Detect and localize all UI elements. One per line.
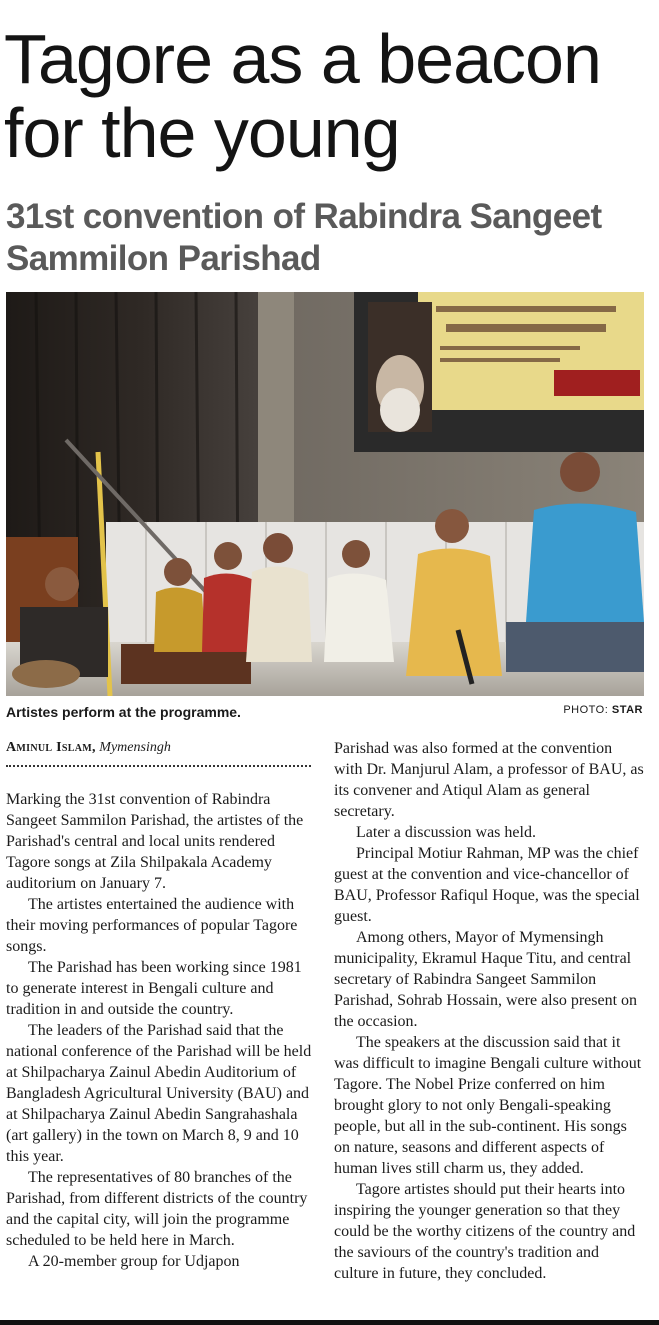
byline-divider — [6, 764, 311, 767]
subhead-line-2: Sammilon Parishad — [6, 239, 321, 278]
headline — [4, 22, 659, 170]
photo-credit — [563, 704, 643, 716]
paragraph: The leaders of the Parishad said that the national conference of the Parishad will be held at Shilpacharya Zainul Abedin Auditorium of Bangladesh Agricultural University (BAU) and at Shilpacharya Zainul Abedin Sangrahashala (art gallery) in the town on March 8, 9 and 10 this year. — [6, 1022, 312, 1165]
paragraph: The representatives of 80 branches of the Parishad, from different districts of the country and the capital city, will join the programme scheduled to be held here in March. — [6, 1169, 308, 1249]
paragraph: Among others, Mayor of Mymensingh municipality, Ekramul Haque Titu, and central secretary of Rabindra Sangeet Sammilon Parishad, Sohrab Hossain, were also present on the occasion. — [334, 929, 638, 1030]
paragraph: Tagore artistes should put their hearts into inspiring the younger generation so that they could be the worthy citizens of the country and the saviours of the country's tradition and culture in future, they concluded. — [334, 1181, 636, 1282]
byline-place: Mymensingh — [99, 740, 171, 755]
credit-label: PHOTO: — [563, 704, 609, 716]
paragraph: Principal Motiur Rahman, MP was the chief guest at the convention and vice-chancellor of BAU, Professor Rafiqul Hoque, was the special guest. — [334, 845, 640, 925]
credit-source: STAR — [611, 704, 643, 716]
paragraph: A 20-member group for Udjapon — [28, 1253, 240, 1270]
headline-line-2: for the young — [4, 94, 400, 172]
photo-caption: Artistes perform at the programme. — [6, 704, 241, 720]
performance-photo — [6, 292, 644, 696]
paragraph: Later a discussion was held. — [356, 824, 536, 841]
paragraph: The speakers at the discussion said that it was difficult to imagine Bengali culture without Tagore. The Nobel Prize conferred on him brought glory to not only Bengali-speaking people, but all in the sub-continent. His songs on nature, seasons and different aspects of human lives still charm us, they added. — [334, 1034, 642, 1177]
paragraph: The artistes entertained the audience with their moving performances of popular Tagore songs. — [6, 896, 298, 955]
stage-banner — [354, 292, 644, 452]
article-column-right — [334, 738, 644, 1284]
byline-name: Aminul Islam, — [6, 740, 96, 755]
headline-line-1: Tagore as a beacon — [4, 20, 601, 98]
paragraph: Marking the 31st convention of Rabindra Sangeet Sammilon Parishad, the artistes of the Parishad's central and local units rendered Tagore songs at Zila Shilpakala Academy auditorium on January 7. — [6, 791, 304, 892]
paragraph: Parishad was also formed at the convention with Dr. Manjurul Alam, a professor of BAU, as its convener and Atiqul Alam as general secretary. — [334, 740, 644, 820]
subhead-line-1: 31st convention of Rabindra Sangeet — [6, 197, 602, 236]
byline — [6, 738, 313, 758]
bottom-rule — [0, 1320, 659, 1325]
subheadline — [6, 196, 656, 280]
article-column-left — [6, 738, 313, 1272]
paragraph: The Parishad has been working since 1981 to generate interest in Bengali culture and tradition in and outside the country. — [6, 959, 302, 1018]
